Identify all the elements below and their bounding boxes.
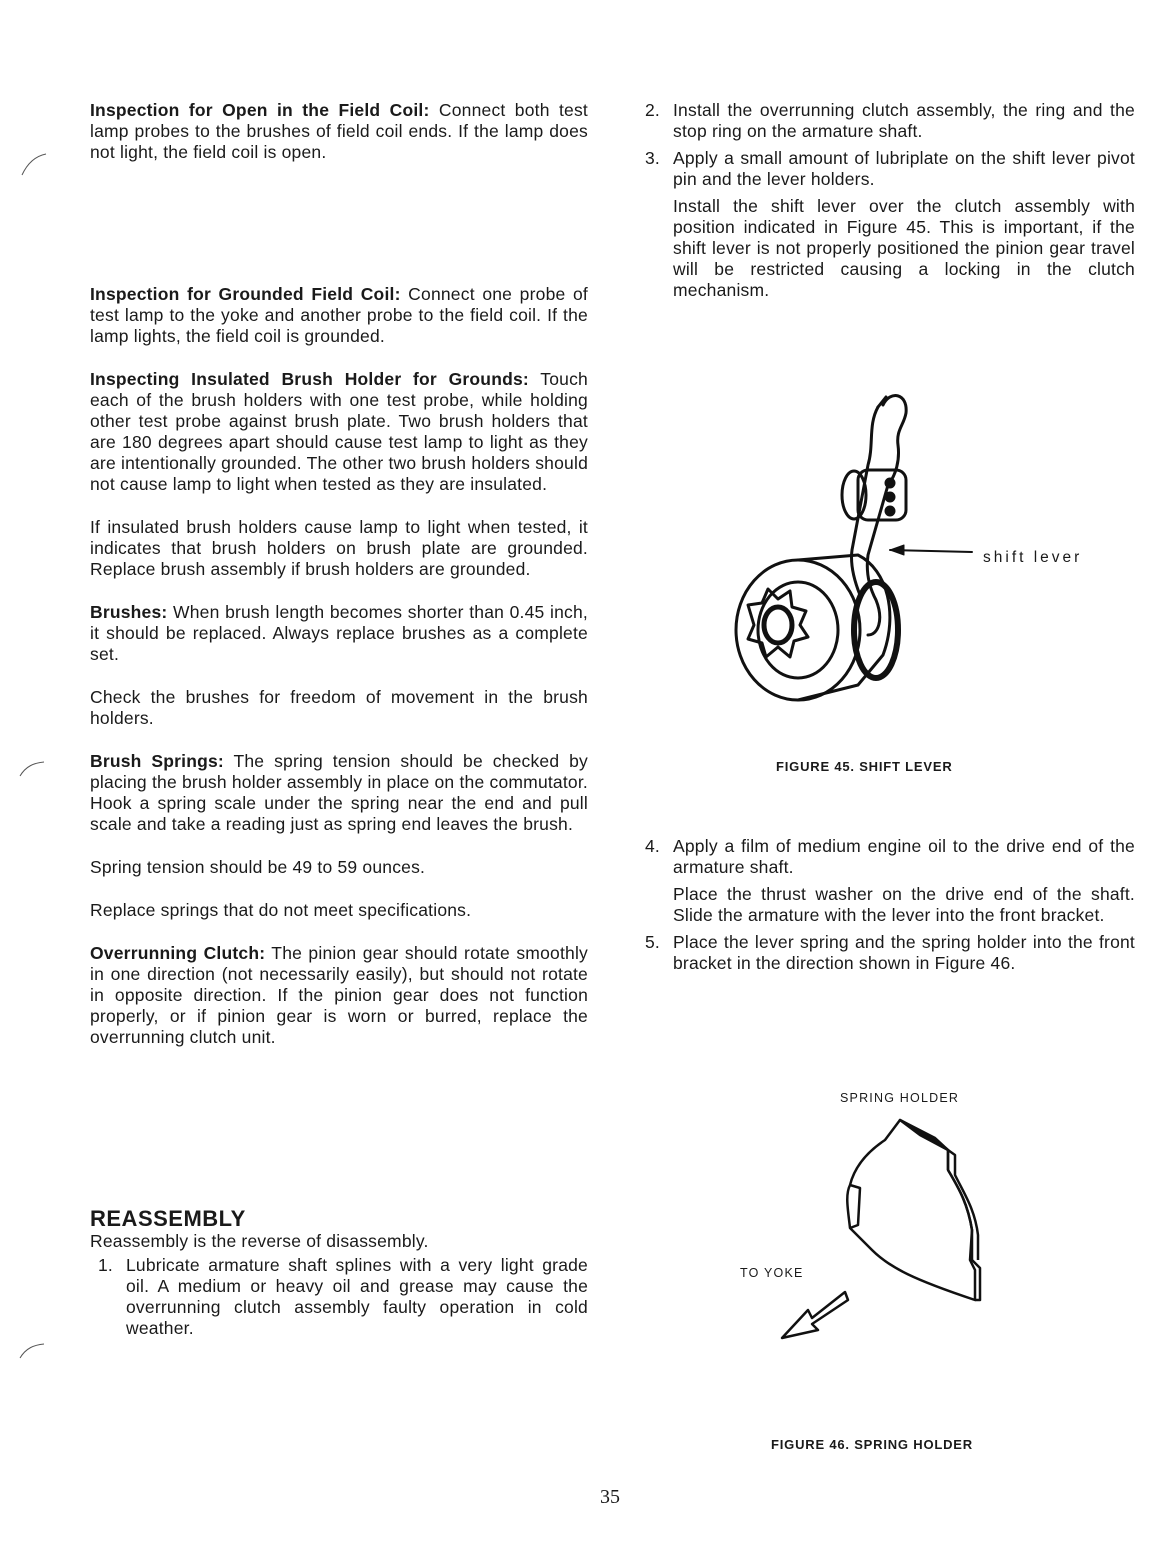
open-coil-lead: Inspection for Open in the Field Coil: — [90, 100, 430, 120]
replace-paragraph: Replace springs that do not meet specifications. — [90, 900, 472, 920]
to-yoke-label: TO YOKE — [740, 1266, 804, 1280]
step-2-text: Install the overrunning clutch assembly, the ring and the stop ring on the armature shaft. — [673, 100, 1135, 141]
step-4 — [645, 836, 1135, 878]
shift-lever-illustration — [718, 385, 978, 705]
step-3 — [645, 148, 1135, 190]
right-column — [645, 100, 1135, 301]
brushes-text: When brush length becomes shorter than 0.45 inch, it should be replaced. Always replace brushes as a complete set. — [90, 602, 588, 664]
grounded-coil-paragraph — [90, 284, 588, 347]
step-1-number: 1. — [98, 1255, 113, 1275]
springs-lead: Brush Springs: — [90, 751, 224, 771]
step-5-text: Place the lever spring and the spring holder into the front bracket in the direction shown in Figure 46. — [673, 932, 1135, 973]
step-3-continued: Install the shift lever over the clutch assembly with position indicated in Figure 45. This is important, if the shift lever is not properly positioned the pinion gear travel will be restricted causing a locking in the clutch mechanism. — [673, 196, 1135, 300]
brush-holder-lead: Inspecting Insulated Brush Holder for Grounds: — [90, 369, 529, 389]
open-coil-text: Connect both test lamp probes to the brushes of field coil ends. If the lamp does not light, the field coil is open. — [90, 100, 588, 162]
spring-holder-label: SPRING HOLDER — [840, 1091, 960, 1105]
right-column-lower — [645, 836, 1135, 974]
margin-mark-1 — [20, 150, 50, 180]
springs-text: The spring tension should be checked by placing the brush holder assembly in place on the commutator. Hook a spring scale under the spring near the end and pull scale and take a reading just as spring end leaves the brush. — [90, 751, 588, 834]
grounded-coil-lead: Inspection for Grounded Field Coil: — [90, 284, 401, 304]
left-column — [90, 100, 588, 1339]
reassembly-heading: REASSEMBLY — [90, 1206, 246, 1231]
spring-holder-illustration — [760, 1110, 1000, 1350]
insulated-paragraph: If insulated brush holders cause lamp to light when tested, it indicates that brush holders on brush plate are grounded. Replace brush assembly if brush holders are grounded. — [90, 517, 588, 579]
springs-paragraph — [90, 751, 588, 835]
brushes-paragraph — [90, 602, 588, 665]
figure-45-caption: FIGURE 45. SHIFT LEVER — [776, 759, 953, 774]
clutch-text: The pinion gear should rotate smoothly in one direction (not necessarily easily), but should not rotate in opposite direction. If the pinion gear does not function properly, or if pinion gear is worn or burred, replace the overrunning clutch unit. — [90, 943, 588, 1047]
step-4-continued: Place the thrust washer on the drive end of the shaft. Slide the armature with the lever into the front bracket. — [673, 884, 1135, 925]
brushes-lead: Brushes: — [90, 602, 168, 622]
step-4-number: 4. — [645, 836, 660, 856]
brush-holder-paragraph — [90, 369, 588, 495]
page-number: 35 — [600, 1486, 620, 1508]
clutch-paragraph — [90, 943, 588, 1048]
tension-paragraph: Spring tension should be 49 to 59 ounces. — [90, 857, 426, 877]
margin-mark-3 — [18, 1342, 48, 1362]
step-4-text: Apply a film of medium engine oil to the drive end of the armature shaft. — [673, 836, 1135, 877]
step-1 — [90, 1255, 588, 1339]
step-5 — [645, 932, 1135, 974]
open-coil-paragraph — [90, 100, 588, 163]
step-1-text: Lubricate armature shaft splines with a very light grade oil. A medium or heavy oil and grease may cause the overrunning clutch assembly faulty operation in cold weather. — [126, 1255, 588, 1338]
reassembly-intro: Reassembly is the reverse of disassembly. — [90, 1231, 429, 1251]
brush-holder-text: Touch each of the brush holders with one test probe, while holding other test probe against brush plate. Two brush holders that are 180 degrees apart should cause test lamp to light as they are intentionally grounded. The other two brush holders should not cause lamp to light when tested as they are insulated. — [90, 369, 588, 494]
clutch-lead: Overrunning Clutch: — [90, 943, 266, 963]
step-3-number: 3. — [645, 148, 660, 168]
margin-mark-2 — [18, 760, 48, 780]
shift-lever-label: shift lever — [983, 549, 1083, 566]
grounded-coil-text: Connect one probe of test lamp to the yoke and another probe to the field coil. If the lamp lights, the field coil is grounded. — [90, 284, 588, 346]
step-5-number: 5. — [645, 932, 660, 952]
step-3-text: Apply a small amount of lubriplate on the shift lever pivot pin and the lever holders. — [673, 148, 1135, 189]
step-2-number: 2. — [645, 100, 660, 120]
check-paragraph: Check the brushes for freedom of movement in the brush holders. — [90, 687, 588, 728]
step-2 — [645, 100, 1135, 142]
figure-46-caption: FIGURE 46. SPRING HOLDER — [771, 1437, 973, 1452]
